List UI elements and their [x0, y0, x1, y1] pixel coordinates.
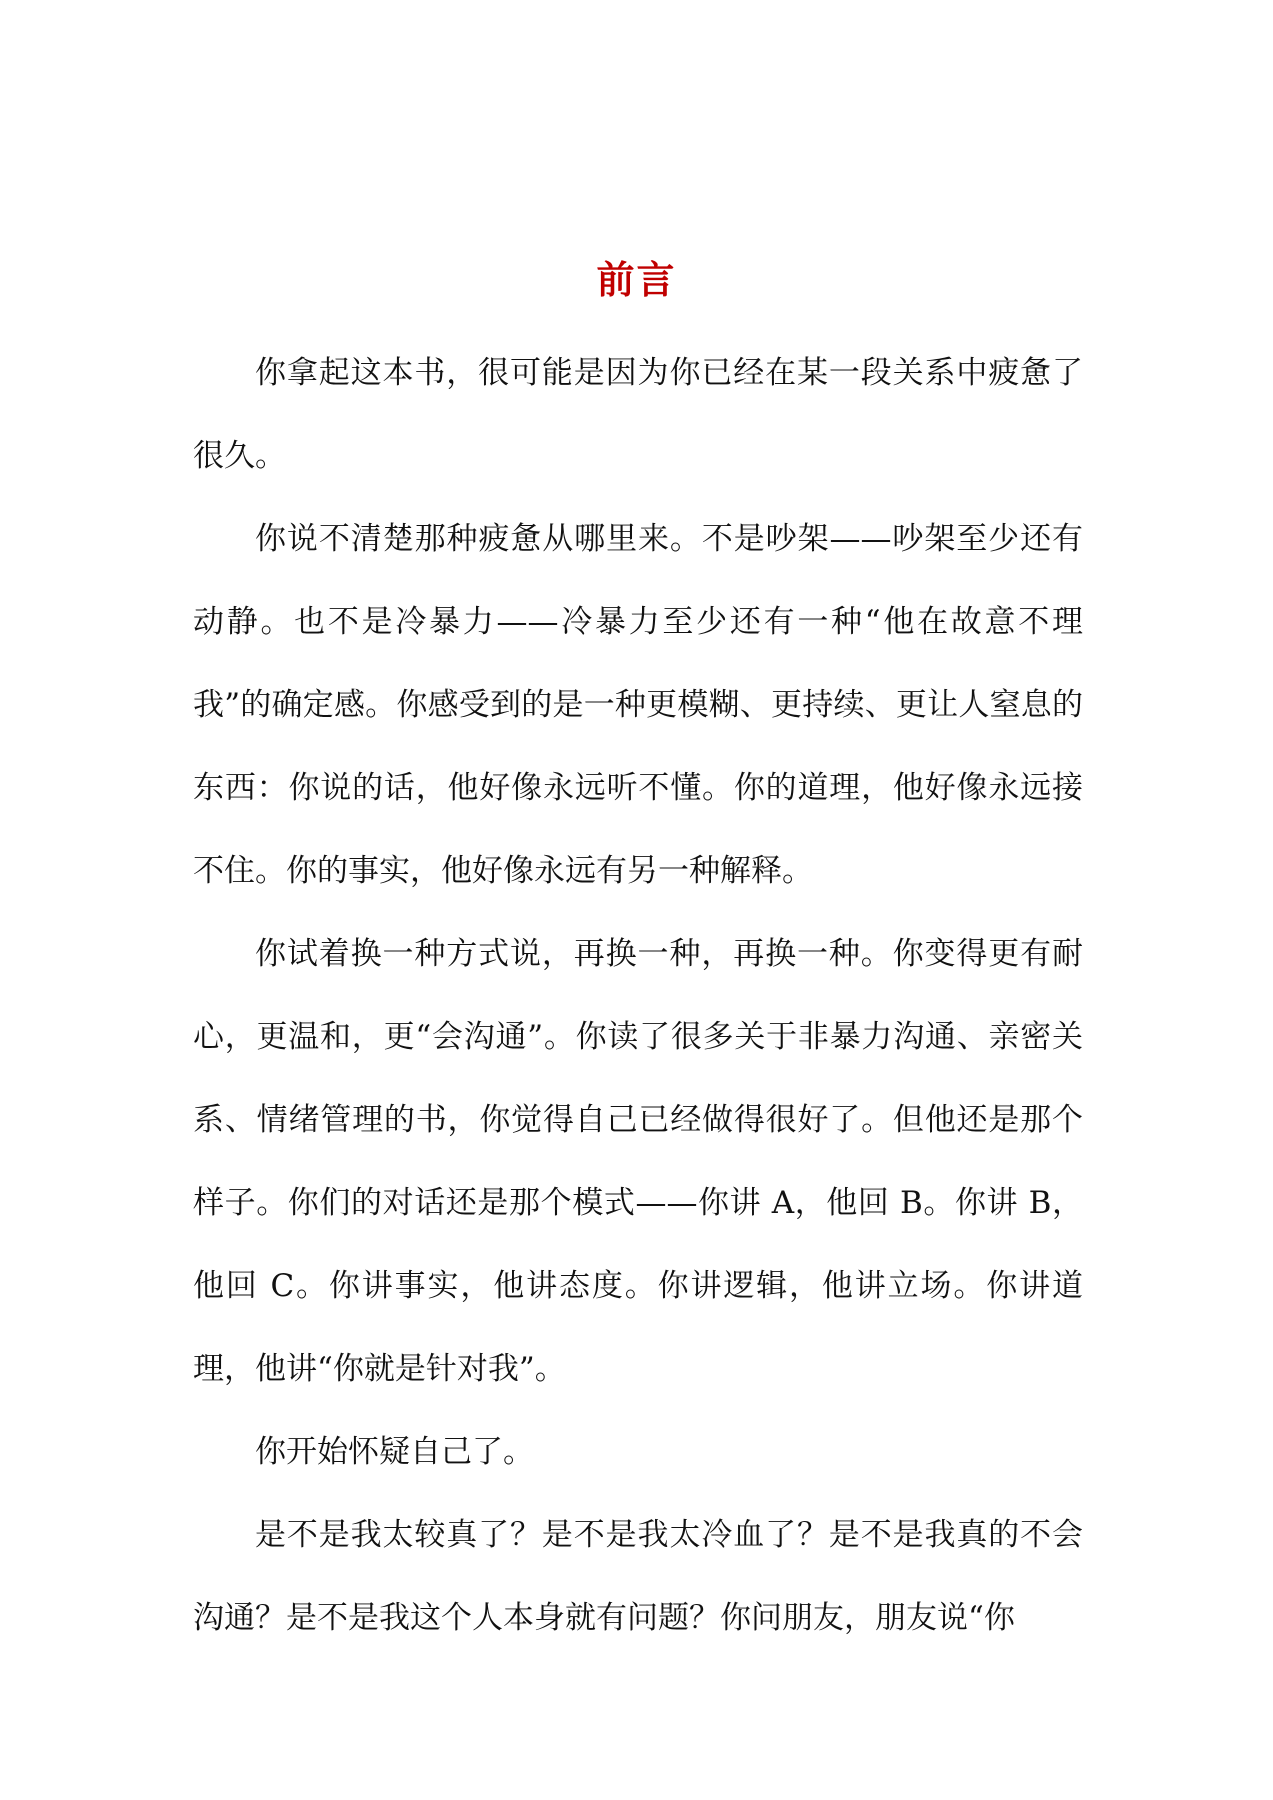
paragraph: 你试着换一种方式说，再换一种，再换一种。你变得更有耐心，更温和，更“会沟通”。你读了很多关于非暴力沟通、亲密关系、情绪管理的书，你觉得自己已经做得很好了。但他还是那个样子。你们的对话还是那个模式——你讲 A，他回 B。你讲 B，他回 C。你讲事实，他讲态度。你讲逻辑，他讲立场。你讲道理，他讲“你就是针对我”。 — [193, 936, 1083, 1387]
page-title: 前言 — [596, 257, 677, 302]
paragraph: 你拿起这本书，很可能是因为你已经在某一段关系中疲惫了很久。 — [193, 355, 1083, 474]
body-text — [193, 332, 1083, 1660]
paragraph: 你说不清楚那种疲惫从哪里来。不是吵架——吵架至少还有动静。也不是冷暴力——冷暴力至少还有一种“他在故意不理我”的确定感。你感受到的是一种更模糊、更持续、更让人窒息的东西：你说的话，他好像永远听不懂。你的道理，他好像永远接不住。你的事实，他好像永远有另一种解释。 — [193, 521, 1083, 889]
paragraph: 你开始怀疑自己了。 — [255, 1434, 534, 1470]
paragraph: 是不是我太较真了？是不是我太冷血了？是不是我真的不会沟通？是不是我这个人本身就有问题？你问朋友，朋友说“你 — [193, 1517, 1083, 1636]
